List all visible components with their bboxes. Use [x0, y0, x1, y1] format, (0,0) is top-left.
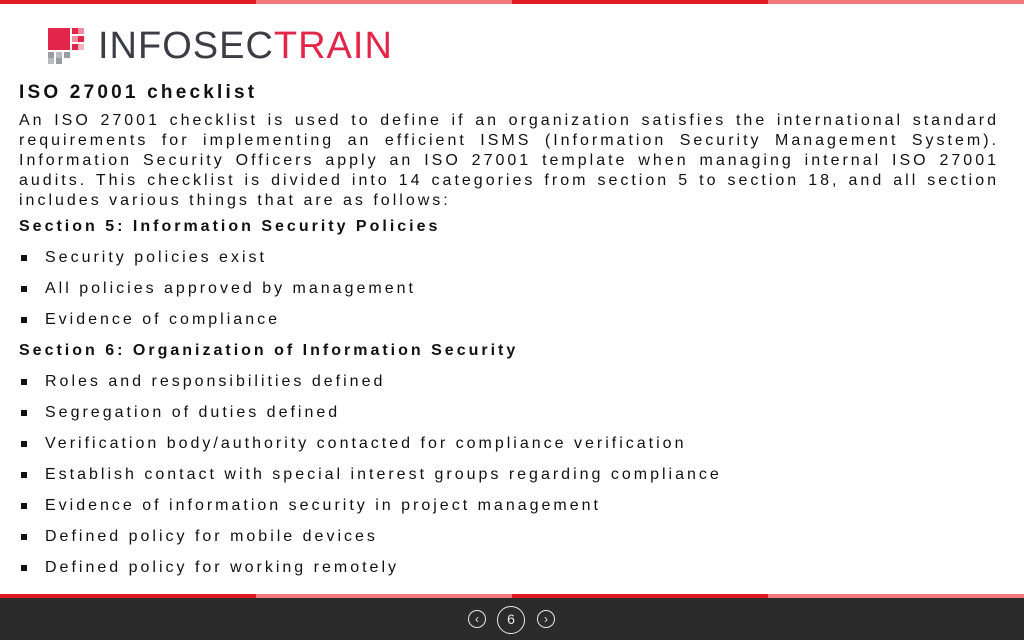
- section-5: [19, 211, 999, 335]
- bullet-icon: [21, 441, 27, 447]
- bullet-icon: [21, 472, 27, 478]
- list-item-text: Evidence of compliance: [45, 311, 280, 328]
- bullet-icon: [21, 255, 27, 261]
- list-item-text: Establish contact with special interest groups regarding compliance: [45, 466, 722, 483]
- section-heading: Section 6: Organization of Information Security: [19, 342, 519, 359]
- list-item-text: Security policies exist: [45, 249, 267, 266]
- bullet-icon: [21, 503, 27, 509]
- slide-title: ISO 27001 checklist: [19, 82, 258, 103]
- bullet-icon: [21, 410, 27, 416]
- list-item: [19, 428, 999, 459]
- section-heading: Section 5: Information Security Policies: [19, 218, 441, 235]
- list-item: [19, 304, 999, 335]
- section-6: [19, 335, 999, 583]
- bullet-icon: [21, 534, 27, 540]
- bullet-icon: [21, 286, 27, 292]
- list-item-text: Defined policy for mobile devices: [45, 528, 378, 545]
- list-item: [19, 273, 999, 304]
- list-item: [19, 459, 999, 490]
- list-item: [19, 242, 999, 273]
- bullet-icon: [21, 565, 27, 571]
- page-number: 6: [497, 606, 525, 634]
- list-item-text: Roles and responsibilities defined: [45, 373, 386, 390]
- logo: [48, 26, 393, 66]
- brand-name-accent: TRAIN: [273, 25, 393, 67]
- bullet-icon: [21, 317, 27, 323]
- brand-name: [98, 26, 393, 66]
- intro-paragraph: An ISO 27001 checklist is used to define if an organization satisfies the international standard requirements for implementing an efficient ISMS (Information Security Management System). Information Security Officers apply an ISO 27001 template when managing internal ISO 27001 audits. This checklist is divided into 14 categories from section 5 to section 18, and all section includes various things that are as follows:: [19, 112, 999, 209]
- list-item: [19, 397, 999, 428]
- list-item-text: Verification body/authority contacted for compliance verification: [45, 435, 687, 452]
- chevron-left-icon[interactable]: ‹: [468, 610, 486, 628]
- list-item: [19, 521, 999, 552]
- list-item: [19, 366, 999, 397]
- list-item: [19, 552, 999, 583]
- infosectrain-logo-icon: [48, 28, 84, 64]
- slide-content: [19, 80, 999, 583]
- brand-name-dark: INFOSEC: [98, 25, 274, 67]
- bullet-icon: [21, 379, 27, 385]
- list-item-text: Evidence of information security in project management: [45, 497, 601, 514]
- list-item-text: All policies approved by management: [45, 280, 416, 297]
- list-item-text: Segregation of duties defined: [45, 404, 341, 421]
- list-item: [19, 490, 999, 521]
- list-item-text: Defined policy for working remotely: [45, 559, 399, 576]
- footer-bar: [0, 598, 1024, 640]
- chevron-right-icon[interactable]: ›: [537, 610, 555, 628]
- top-accent-stripe: [0, 0, 1024, 4]
